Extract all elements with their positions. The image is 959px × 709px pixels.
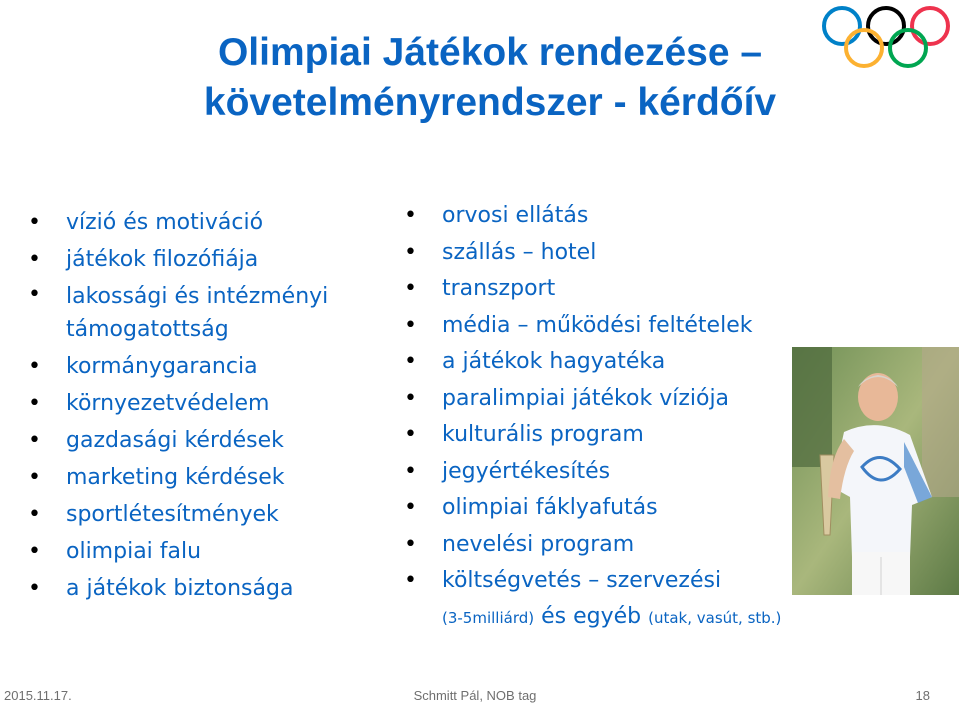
list-item: • paralimpiai játékok víziója bbox=[404, 381, 814, 418]
ring-green bbox=[890, 30, 926, 66]
ring-yellow bbox=[846, 30, 882, 66]
list-item: • olimpiai falu bbox=[28, 533, 373, 570]
list-item: • szállás – hotel bbox=[404, 235, 814, 272]
budget-note-detail: (utak, vasút, stb.) bbox=[648, 608, 782, 627]
list-item: • játékok filozófiája bbox=[28, 241, 373, 278]
left-bullet-list bbox=[28, 204, 373, 607]
slide-title bbox=[150, 28, 830, 128]
footer-date: 2015.11.17. bbox=[4, 688, 72, 703]
ring-black bbox=[868, 8, 904, 44]
list-item: • vízió és motiváció bbox=[28, 204, 373, 241]
list-item: • kulturális program bbox=[404, 417, 814, 454]
list-item: • transzport bbox=[404, 271, 814, 308]
slide-title-line-2: követelményrendszer - kérdőív bbox=[203, 81, 777, 124]
budget-note-connector: és egyéb bbox=[534, 603, 649, 629]
list-item: • marketing kérdések bbox=[28, 459, 373, 496]
photo-illustration bbox=[792, 347, 959, 595]
ring-blue bbox=[824, 8, 860, 44]
list-item: • média – működési feltételek bbox=[404, 308, 814, 345]
right-bullet-list bbox=[404, 198, 814, 631]
list-item: • sportlétesítmények bbox=[28, 496, 373, 533]
budget-note-amount: (3-5milliárd) bbox=[442, 608, 535, 627]
list-item: • a játékok biztonsága bbox=[28, 570, 373, 607]
budget-note bbox=[404, 600, 814, 631]
footer-author: Schmitt Pál, NOB tag bbox=[413, 688, 537, 703]
footer-page-number: 18 bbox=[915, 688, 930, 703]
ring-red bbox=[912, 8, 948, 44]
list-item: • gazdasági kérdések bbox=[28, 422, 373, 459]
list-item: • költségvetés – szervezési bbox=[404, 563, 814, 600]
list-item: • jegyértékesítés bbox=[404, 454, 814, 491]
list-item: • olimpiai fáklyafutás bbox=[404, 490, 814, 527]
list-item: • lakossági és intézményi támogatottság bbox=[28, 278, 373, 348]
torch-bearer-photo bbox=[792, 347, 959, 595]
slide-title-line-1: Olimpiai Játékok rendezése – bbox=[217, 31, 763, 74]
list-item: • a játékok hagyatéka bbox=[404, 344, 814, 381]
list-item: • kormánygarancia bbox=[28, 348, 373, 385]
list-item: • környezetvédelem bbox=[28, 385, 373, 422]
list-item: • orvosi ellátás bbox=[404, 198, 814, 235]
list-item: • nevelési program bbox=[404, 527, 814, 564]
olympic-rings-icon bbox=[820, 4, 952, 74]
